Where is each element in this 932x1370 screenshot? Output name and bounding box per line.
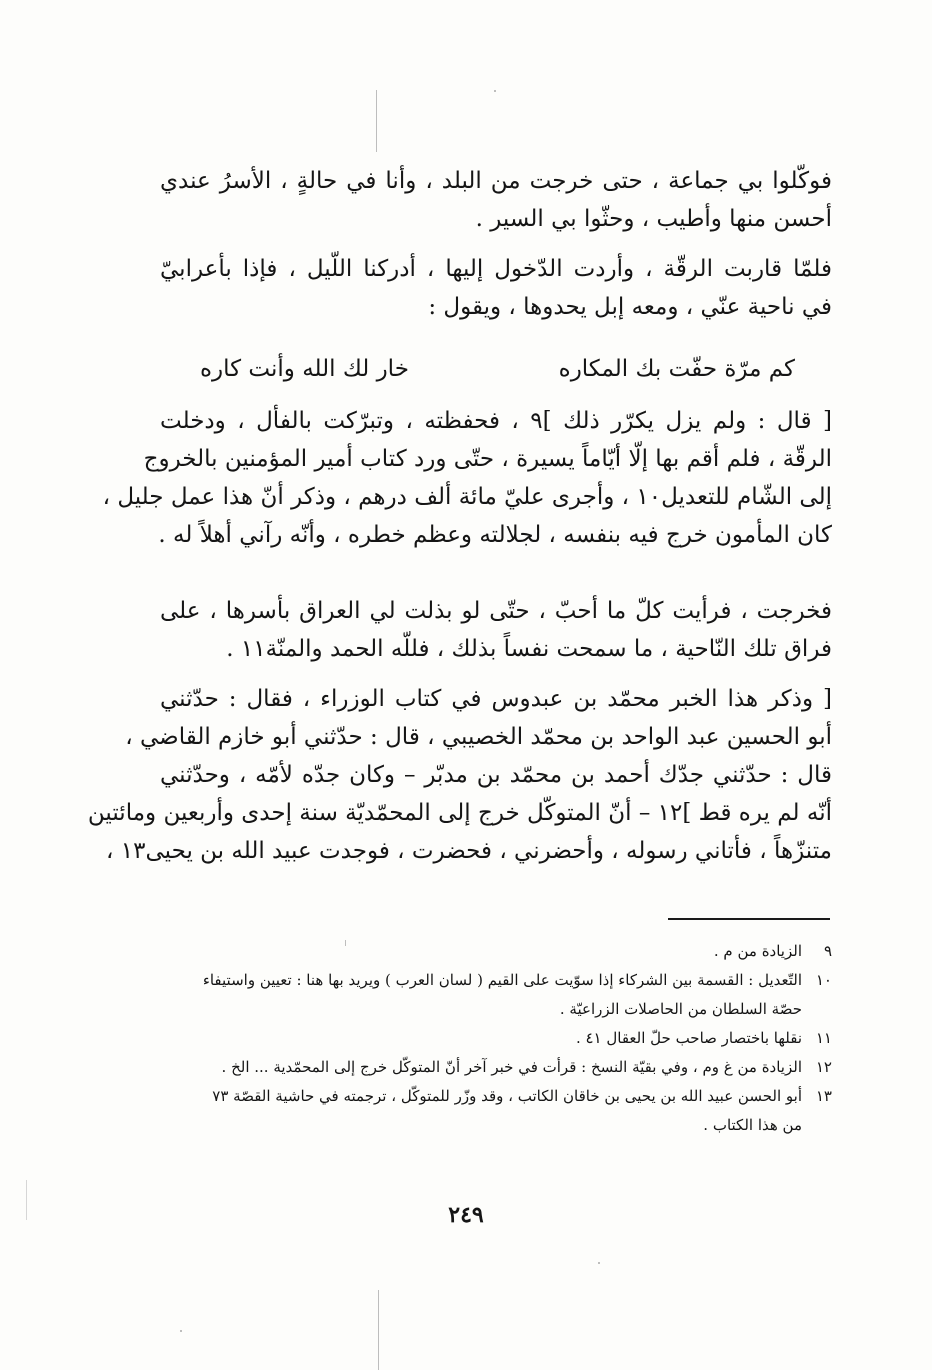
footnote — [160, 1082, 832, 1140]
footnote-line: التّعديل : القسمة بين الشركاء إذا سوّيت على القيم ( لسان العرب ) ويريد بها هنا : تعيين واستيفاء — [202, 971, 802, 989]
paragraph-1 — [160, 162, 832, 238]
page-number: ٢٤٩ — [448, 1202, 484, 1228]
footnote-text — [160, 1053, 802, 1082]
text-line: فخرجت ، فرأيت كلّ ما أحبّ ، حتّى لو بذلت لي العراق بأسرها ، على — [160, 598, 832, 624]
scan-speck — [598, 1262, 600, 1264]
footnote-number: ٩ — [823, 942, 832, 960]
footnote-line: حصّة السلطان من الحاصلات الزراعيّة . — [559, 1000, 802, 1018]
text-line: [ وذكر هذا الخبر محمّد بن عبدوس في كتاب الوزراء ، فقال : حدّثني — [160, 686, 832, 712]
footnote — [160, 1024, 832, 1053]
text-line: الرقّة ، فلم أقم بها إلّا أيّاماً يسيرة ، حتّى ورد كتاب أمير المؤمنين بالخروج — [143, 446, 832, 472]
footnote-text — [160, 1082, 802, 1140]
text-line: أبو الحسين عبد الواحد بن محمّد الخصيبي ، قال : حدّثني أبو خازم القاضي ، — [125, 724, 832, 750]
footnote-line: من هذا الكتاب . — [703, 1116, 802, 1134]
text-line: فوكّلوا بي جماعة ، حتى خرجت من البلد ، وأنا في حالةٍ ، الأسرُ عندي — [160, 168, 832, 194]
text-line: فلمّا قاربت الرقّة ، وأردت الدّخول إليها ، أدركنا اللّيل ، فإذا بأعرابيّ — [160, 256, 832, 282]
footnote-text — [160, 937, 802, 966]
footnote-number: ١١ — [815, 1029, 832, 1047]
footnote-line: نقلها باختصار صاحب حلّ العقال ٤١ . — [575, 1029, 802, 1047]
footnotes — [160, 937, 832, 1140]
text-line: إلى الشّام للتعديل١٠ ، وأجرى عليّ مائة ألف درهم ، وذكر أنّ هذا عمل جليل ، — [102, 484, 832, 510]
paragraph-2 — [160, 250, 832, 326]
footnote — [160, 966, 832, 1024]
text-line: في ناحية عنّي ، ومعه إبل يحدوها ، ويقول : — [428, 294, 832, 320]
footnote-text — [160, 1024, 802, 1053]
text-line: فراق تلك النّاحية ، ما سمحت نفساً بذلك ، فللّه الحمد والمنّة١١ . — [226, 636, 832, 662]
text-line: أنّه لم يره قط ]١٢ – أنّ المتوكّل خرج إلى المحمّديّة سنة إحدى وأربعين ومائتين — [87, 800, 832, 826]
poem-verse — [200, 350, 795, 388]
scan-artifact-line — [376, 90, 377, 152]
poem-hemistich-second: خار لك الله وأنت كاره — [200, 356, 409, 382]
footnote-number: ١٣ — [815, 1087, 832, 1105]
text-line: قال : حدّثني جدّك أحمد بن محمّد بن مدبّر – وكان جدّه لأمّه ، وحدّثني — [160, 762, 832, 788]
scan-speck — [494, 90, 496, 92]
footnote-line: الزيادة من م . — [713, 942, 802, 960]
footnote-number: ١٠ — [815, 971, 832, 989]
text-line: متنزّهاً ، فأتاني رسوله ، وأحضرني ، فحضرت ، فوجدت عبيد الله بن يحيى١٣ ، — [106, 838, 832, 864]
paragraph-3 — [102, 402, 832, 554]
paragraph-4 — [160, 592, 832, 668]
footnote-line: الزيادة من غ وم ، وفي بقيّة النسخ : قرأت في خبر آخر أنّ المتوكّل خرج إلى المحمّدية ... الخ . — [221, 1058, 802, 1076]
text-line: [ قال : ولم يزل يكرّر ذلك ]٩ ، فحفظته ، وتبرّكت بالفأل ، ودخلت — [160, 408, 832, 434]
footnote-line: أبو الحسن عبيد الله بن يحيى بن خاقان الكاتب ، وقد وزّر للمتوكّل ، ترجمته في حاشية القصّة ٧٣ — [212, 1087, 802, 1105]
footnote-number: ١٢ — [815, 1058, 832, 1076]
paragraph-5 — [87, 680, 832, 870]
scan-artifact-line — [26, 1180, 27, 1220]
text-line: أحسن منها وأطيب ، وحثّوا بي السير . — [475, 206, 832, 232]
footnote — [160, 937, 832, 966]
footnote-separator — [668, 918, 830, 920]
poem-hemistich-first: كم مرّة حفّت بك المكاره — [558, 356, 795, 382]
scan-speck — [180, 1330, 182, 1332]
scan-artifact-line — [378, 1290, 379, 1370]
footnote — [160, 1053, 832, 1082]
text-line: كان المأمون خرج فيه بنفسه ، لجلالته وعظم خطره ، وأنّه رآني أهلاً له . — [158, 522, 832, 548]
footnote-text — [160, 966, 802, 1024]
